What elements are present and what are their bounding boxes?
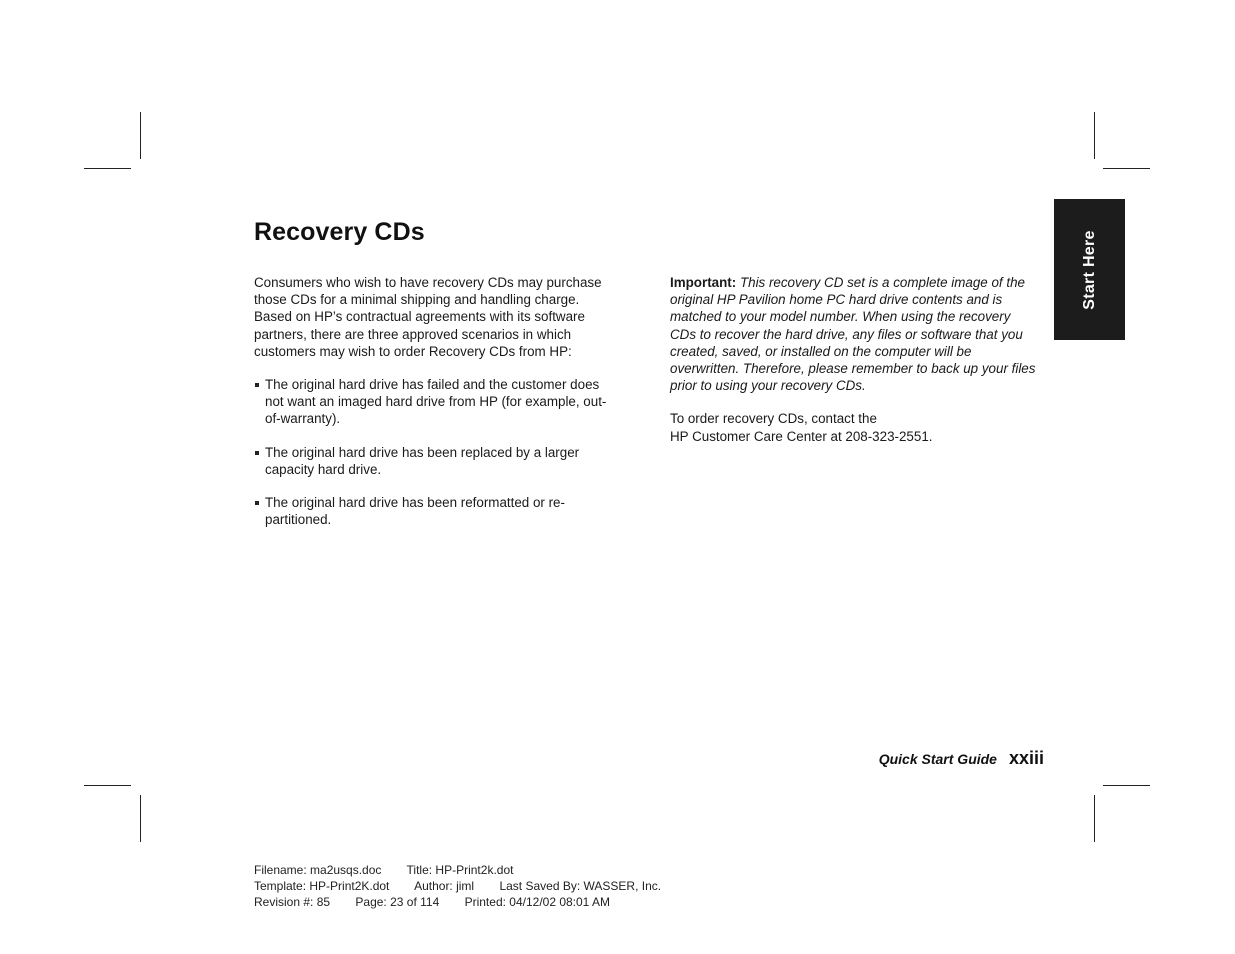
list-item-text: The original hard drive has failed and the customer does not want an imaged hard drive from HP (for example, out-of-warranty). xyxy=(265,377,607,427)
file-info-last-saved: Last Saved By: WASSER, Inc. xyxy=(499,879,662,893)
crop-mark-top-right-vertical xyxy=(1094,112,1095,159)
section-tab-label: Start Here xyxy=(1080,229,1098,310)
page-number: xxiii xyxy=(1008,748,1044,768)
list-item xyxy=(254,376,616,428)
contact-paragraph xyxy=(670,410,1038,444)
crop-mark-top-right-horizontal xyxy=(1103,168,1150,169)
file-info-row xyxy=(254,862,661,878)
file-info-template: Template: HP-Print2K.dot xyxy=(254,879,390,893)
page-title: Recovery CDs xyxy=(254,218,425,246)
crop-mark-top-left-horizontal xyxy=(84,168,131,169)
left-column xyxy=(254,274,616,544)
scenario-list xyxy=(254,376,616,528)
crop-mark-bottom-right-vertical xyxy=(1094,795,1095,842)
intro-paragraph: Consumers who wish to have recovery CDs may purchase those CDs for a minimal shipping and handling charge. Based on HP’s contractual agreements with its software partners, there are three approved scenarios in which customers may wish to order Recovery CDs from HP: xyxy=(254,275,602,359)
file-info-row xyxy=(254,878,661,894)
list-item xyxy=(254,444,616,478)
right-column xyxy=(670,274,1038,445)
file-info-revision: Revision #: 85 xyxy=(254,895,331,909)
guide-name: Quick Start Guide xyxy=(878,751,997,767)
crop-mark-bottom-left-vertical xyxy=(140,795,141,842)
bullet-square-icon xyxy=(255,501,259,505)
file-info-filename: Filename: ma2usqs.doc xyxy=(254,863,382,877)
file-info-author: Author: jiml xyxy=(414,879,475,893)
important-text: This recovery CD set is a complete image of the original HP Pavilion home PC hard drive contents and is matched to your model number. When using the recovery CDs to recover the hard drive, any files or software that you created, saved, or installed on the computer will be overwritten. Therefore, please remember to back up your files prior to using your recovery CDs. xyxy=(670,275,1036,394)
bullet-square-icon xyxy=(255,451,259,455)
file-info-page: Page: 23 of 114 xyxy=(355,895,440,909)
file-info-row xyxy=(254,894,661,910)
list-item-text: The original hard drive has been replaced by a larger capacity hard drive. xyxy=(265,444,580,477)
important-label: Important: xyxy=(670,275,737,290)
important-note xyxy=(670,274,1038,394)
crop-mark-bottom-right-horizontal xyxy=(1103,785,1150,786)
list-item xyxy=(254,494,616,528)
list-item-text: The original hard drive has been reformatted or re-partitioned. xyxy=(265,495,565,528)
contact-line-2: HP Customer Care Center at 208-323-2551. xyxy=(670,428,933,444)
file-info-printed: Printed: 04/12/02 08:01 AM xyxy=(464,895,611,909)
bullet-square-icon xyxy=(255,383,259,387)
file-info-title: Title: HP-Print2k.dot xyxy=(406,863,514,877)
contact-line-1: To order recovery CDs, contact the xyxy=(670,411,877,427)
crop-mark-bottom-left-horizontal xyxy=(84,785,131,786)
file-info-block xyxy=(254,862,661,910)
crop-mark-top-left-vertical xyxy=(140,112,141,159)
section-tab xyxy=(1054,199,1125,340)
running-footer xyxy=(879,748,1044,769)
